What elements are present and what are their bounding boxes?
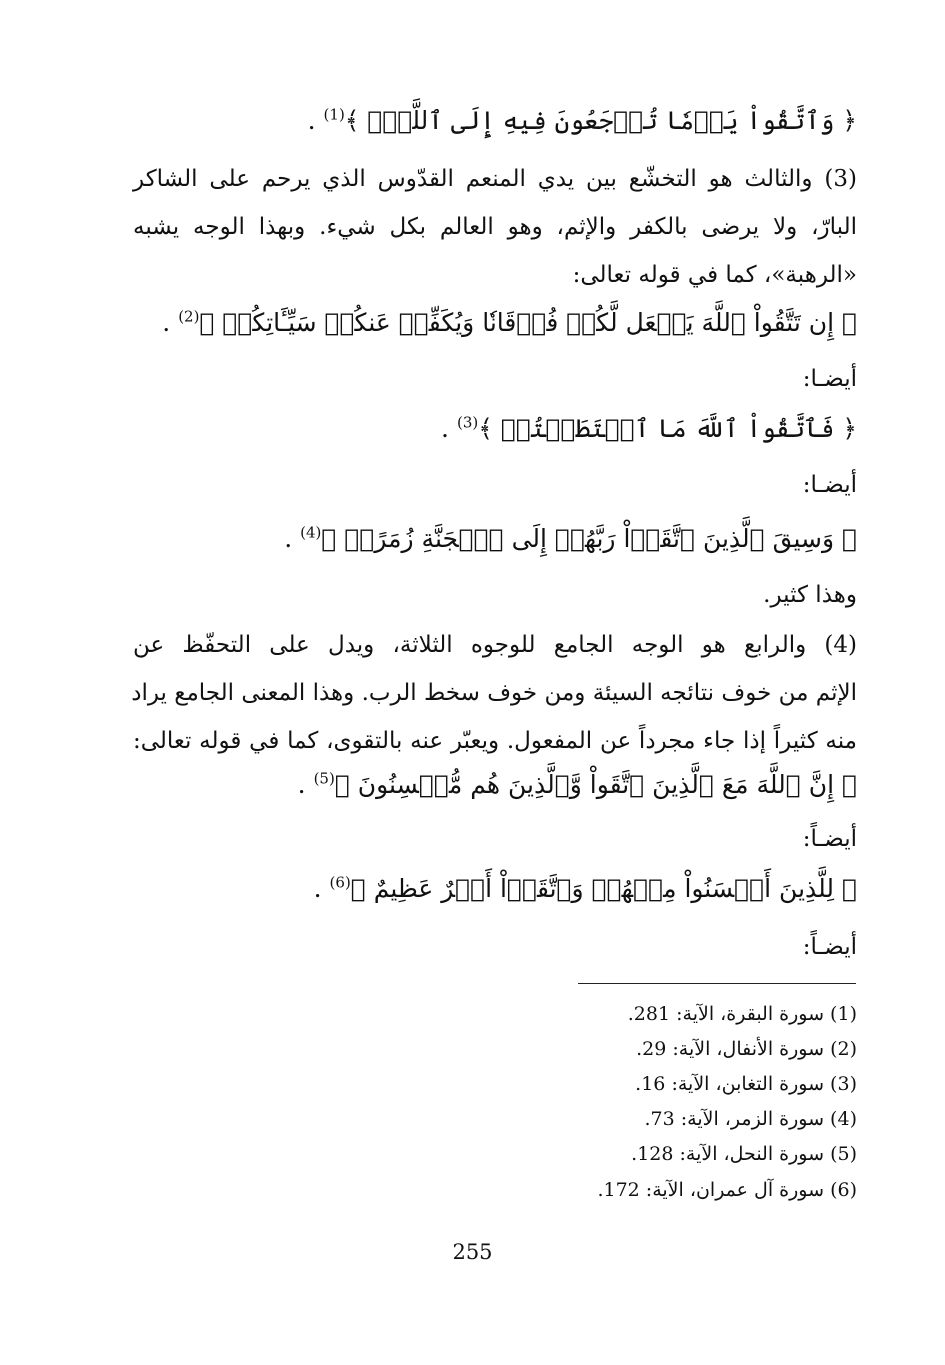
footnote: (4) سورة الزمر، الآية: 73. — [644, 1108, 857, 1130]
body-line: وهذا كثير. — [763, 582, 857, 608]
footnote-ref: (6) — [329, 873, 351, 892]
footnote-ref: (4) — [300, 523, 322, 542]
body-line: أيضـاً: — [802, 826, 857, 852]
page-number: 255 — [452, 1240, 493, 1264]
quran-verse: ﴿ فَٱتَّقُواْ ٱللَّهَ مَا ٱسۡتَطَعۡتُمۡ ﴾$^{(3)}$ . — [441, 413, 857, 443]
footnote: (3) سورة التغابن، الآية: 16. — [635, 1073, 857, 1095]
footnote: (5) سورة النحل، الآية: 128. — [631, 1143, 857, 1165]
body-line: أيضـاً: — [802, 934, 857, 960]
footnote: (1) سورة البقرة، الآية: 281. — [627, 1003, 857, 1025]
body-line: منه كثيراً إذا جاء مجرداً عن المفعول. ويعبّر عنه بالتقوى، كما في قوله تعالى: — [133, 728, 857, 754]
footnote-ref: (3) — [456, 413, 479, 432]
footnote: (6) سورة آل عمران، الآية: 172. — [597, 1179, 857, 1201]
quran-verse: ﴿ إِن تَتَّقُواْ ٱللَّهَ يَجۡعَل لَّكُمۡ فُرۡقَانٗا وَيُكَفِّرۡ عَنكُمۡ سَيِّـَٔاتِكُمۡ ﴾$^{(2)}$ . — [162, 307, 857, 337]
quran-verse: ﴿ إِنَّ ٱللَّهَ مَعَ ٱلَّذِينَ ٱتَّقَواْ وَّٱلَّذِينَ هُم مُّحۡسِنُونَ ﴾$^{(5)}$ . — [297, 769, 857, 799]
body-line: «الرهبة»، كما في قوله تعالى: — [572, 262, 857, 288]
body-line: (3) والثالث هو التخشّع بين يدي المنعم القدّوس الذي يرحم على الشاكر — [133, 166, 857, 192]
footnote: (2) سورة الأنفال، الآية: 29. — [636, 1038, 857, 1060]
quran-verse: ﴿ وَٱتَّقُواْ يَوۡمٗا تُرۡجَعُونَ فِيهِ إِلَى ٱللَّهِۖ ﴾$^{(1)}$ . — [307, 105, 857, 135]
quran-verse: ﴿ وَسِيقَ ٱلَّذِينَ ٱتَّقَوۡاْ رَبَّهُمۡ إِلَى ٱلۡجَنَّةِ زُمَرًاۖ ﴾$^{(4)}$ . — [284, 523, 857, 553]
body-line: البارّ، ولا يرضى بالكفر والإثم، وهو العالم بكل شيء. وبهذا الوجه يشبه — [133, 214, 857, 240]
quran-verse: ﴿ لِلَّذِينَ أَحۡسَنُواْ مِنۡهُمۡ وَٱتَّقَوۡاْ أَجۡرٌ عَظِيمٌ ﴾$^{(6)}$ . — [313, 873, 857, 903]
body-line: أيضـا: — [802, 366, 857, 392]
footnote-ref: (5) — [313, 769, 335, 788]
body-line: أيضـا: — [802, 472, 857, 498]
footnote-divider — [578, 983, 856, 984]
body-line: الإثم من خوف نتائجه السيئة ومن خوف سخط الرب. وهذا المعنى الجامع يراد — [131, 680, 857, 706]
footnote-ref: (2) — [178, 307, 200, 326]
body-line: (4) والرابع هو الوجه الجامع للوجوه الثلاثة، ويدل على التحفّظ عن — [133, 632, 857, 658]
footnote-ref: (1) — [323, 105, 345, 124]
